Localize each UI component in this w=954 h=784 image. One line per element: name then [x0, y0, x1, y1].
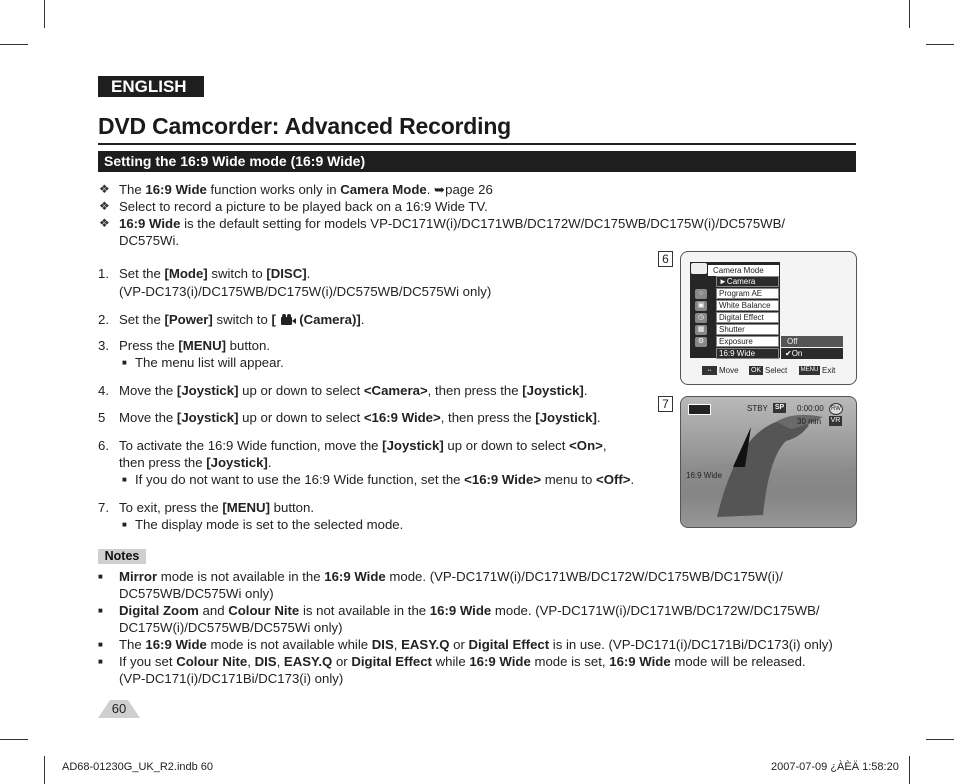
step-number: 3.	[98, 338, 109, 353]
diamond-bullet-icon: ❖	[99, 216, 110, 230]
square-bullet-icon: ■	[98, 657, 103, 666]
step-number: 4.	[98, 383, 109, 398]
step-1-line2: (VP-DC173(i)/DC175WB/DC175W(i)/DC575WB/DC575Wi only)	[119, 284, 492, 299]
step-number: 2.	[98, 312, 109, 327]
hint-exit: Exit	[822, 366, 836, 375]
crop-mark	[44, 756, 45, 784]
note-2: Digital Zoom and Colour Nite is not available in the 16:9 Wide mode. (VP-DC171W(i)/DC171WB/DC172W/DC175WB/	[119, 603, 820, 618]
step-6: To activate the 16:9 Wide function, move the [Joystick] up or down to select <On>,	[119, 438, 607, 453]
option-off[interactable]: Off	[781, 336, 843, 347]
note-4-line2: (VP-DC171(i)/DC171Bi/DC173(i) only)	[119, 671, 344, 686]
camera-icon	[280, 314, 296, 325]
crop-mark	[0, 739, 28, 740]
wide-mode-label: 16:9 Wide	[686, 471, 723, 480]
joystick-move-icon: ↔	[702, 366, 717, 375]
note-4: If you set Colour Nite, DIS, EASY.Q or Digital Effect while 16:9 Wide mode is set, 16:9 Wide mode will be released.	[119, 654, 806, 669]
step-number: 7.	[98, 500, 109, 515]
rw-disc-icon: RW	[829, 403, 843, 415]
menu-item-shutter[interactable]: Shutter	[716, 324, 779, 335]
step-number: 1.	[98, 266, 109, 281]
option-on[interactable]: ✔On	[781, 348, 843, 359]
step-3-sub: The menu list will appear.	[135, 355, 284, 370]
intro-bullet-3-line2: DC575Wi.	[119, 233, 180, 248]
step-4: Move the [Joystick] up or down to select <Camera>, then press the [Joystick].	[119, 383, 588, 398]
square-bullet-icon: ■	[122, 520, 127, 529]
menu-item-16-9-wide[interactable]: 16:9 Wide	[716, 348, 779, 359]
footer-timestamp: 2007-07-09 ¿ÀÈÄ 1:58:20	[771, 761, 899, 773]
menu-key-icon: MENU	[800, 367, 819, 373]
crop-mark	[909, 0, 910, 28]
step-1: Set the [Mode] switch to [DISC].	[119, 266, 311, 281]
crop-mark	[909, 756, 910, 784]
timecode: 0:00:00	[797, 404, 824, 413]
language-badge: ENGLISH	[98, 76, 204, 97]
step-7: To exit, press the [MENU] button.	[119, 500, 314, 515]
tv-icon: ▦	[695, 325, 707, 335]
step-number: 5	[98, 410, 106, 425]
crop-mark	[926, 739, 954, 740]
intro-bullet-3: 16:9 Wide is the default setting for models VP-DC171W(i)/DC171WB/DC172W/DC175WB/DC175W(i)/DC575WB/	[119, 216, 786, 231]
square-bullet-icon: ■	[122, 358, 127, 367]
step-6-line2: then press the [Joystick].	[119, 455, 272, 470]
menu-item-exposure[interactable]: Exposure	[716, 336, 779, 347]
step-badge-7: 7	[658, 396, 673, 412]
square-bullet-icon: ■	[122, 475, 127, 484]
camera-mode-icon	[691, 263, 707, 274]
crop-mark	[926, 44, 954, 45]
note-1: Mirror mode is not available in the 16:9 Wide mode. (VP-DC171W(i)/DC171WB/DC172W/DC175WB/DC175W(i)/	[119, 569, 783, 584]
step-badge-6: 6	[658, 251, 673, 267]
disc-icon: ○	[695, 289, 707, 299]
intro-bullet-2: Select to record a picture to be played back on a 16:9 Wide TV.	[119, 199, 488, 214]
hint-move: Move	[719, 366, 739, 375]
intro-bullet-1: The 16:9 Wide function works only in Camera Mode. ➥page 26	[119, 182, 493, 197]
vr-icon: VR	[830, 417, 841, 424]
status-stby: STBY	[747, 404, 768, 413]
menu-title: Camera Mode	[708, 265, 779, 276]
step-7-sub: The display mode is set to the selected mode.	[135, 517, 404, 532]
section-heading: Setting the 16:9 Wide mode (16:9 Wide)	[98, 151, 856, 172]
diamond-bullet-icon: ❖	[99, 199, 110, 213]
note-2-line2: DC175W(i)/DC575WB/DC575Wi only)	[119, 620, 343, 635]
square-bullet-icon: ■	[98, 572, 103, 581]
step-6-sub: If you do not want to use the 16:9 Wide function, set the <16:9 Wide> menu to <Off>.	[135, 472, 635, 487]
menu-item-program-ae[interactable]: Program AE	[716, 288, 779, 299]
crop-mark	[0, 44, 28, 45]
battery-icon	[688, 404, 711, 415]
menu-item-camera[interactable]: ►Camera	[716, 276, 779, 287]
step-5: Move the [Joystick] up or down to select <16:9 Wide>, then press the [Joystick].	[119, 410, 601, 425]
notes-label: Notes	[98, 549, 146, 564]
step-number: 6.	[98, 438, 109, 453]
note-1-line2: DC575WB/DC575Wi only)	[119, 586, 274, 601]
page-number: 60	[111, 701, 127, 716]
clock-icon: ◷	[695, 313, 707, 323]
title-rule	[98, 143, 856, 145]
footer-file: AD68-01230G_UK_R2.indb 60	[62, 761, 214, 773]
crop-mark	[44, 0, 45, 28]
step-3: Press the [MENU] button.	[119, 338, 270, 353]
square-bullet-icon: ■	[98, 640, 103, 649]
photo-icon: ▣	[695, 301, 707, 311]
menu-item-white-balance[interactable]: White Balance	[716, 300, 779, 311]
diamond-bullet-icon: ❖	[99, 182, 110, 196]
step-2: Set the [Power] switch to [ (Camera)].	[119, 312, 365, 327]
menu-item-digital-effect[interactable]: Digital Effect	[716, 312, 779, 323]
hint-select: Select	[765, 366, 788, 375]
note-3: The 16:9 Wide mode is not available while DIS, EASY.Q or Digital Effect is in use. (VP-DC171(i)/DC171Bi/DC173(i) only)	[119, 637, 833, 652]
remaining-time: 30 min	[797, 417, 822, 426]
square-bullet-icon: ■	[98, 606, 103, 615]
settings-icon: ⚙	[695, 337, 707, 347]
ok-icon: OK	[750, 367, 762, 374]
page-title: DVD Camcorder: Advanced Recording	[98, 113, 512, 139]
sp-icon: SP	[774, 404, 785, 411]
